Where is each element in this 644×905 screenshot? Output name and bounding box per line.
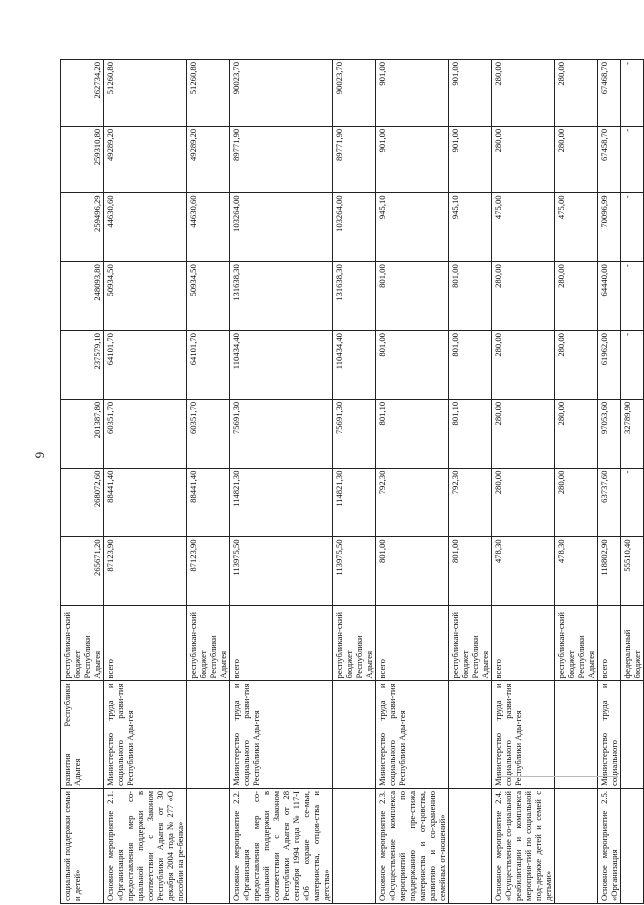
cell-amount: 114821,30: [230, 468, 333, 537]
cell-measure: [555, 788, 598, 903]
cell-amount: 113975,50: [333, 537, 376, 606]
cell-amount: 280,00: [555, 331, 598, 400]
cell-funding-source: республикан-ский бюджет Республики Адыгея: [187, 606, 230, 681]
cell-amount: 945,10: [376, 193, 449, 262]
cell-funding-source: республикан-ский бюджет Республики Адыгея: [61, 606, 104, 681]
cell-funding-source: всего: [598, 606, 621, 681]
cell-amount: 64101,70: [104, 331, 187, 400]
cell-amount: 801,10: [449, 399, 492, 468]
cell-amount: 89771,90: [333, 126, 376, 193]
budget-table: [60, 59, 644, 904]
cell-amount: 280,00: [555, 126, 598, 193]
cell-amount: 89771,90: [230, 126, 333, 193]
cell-funding-source: республикан-ский бюджет Республики Адыгея: [555, 606, 598, 681]
cell-amount: 801,10: [376, 399, 449, 468]
table-row: [376, 60, 449, 904]
cell-executor: Министерство труда и социального разви-тия Республики Ады-гея: [492, 681, 555, 789]
cell-amount: 259310,80: [61, 126, 104, 193]
cell-amount: 259496,29: [61, 193, 104, 262]
cell-measure: [187, 788, 230, 903]
cell-funding-source: всего: [376, 606, 449, 681]
cell-executor: [621, 681, 644, 789]
cell-executor: Министерство труда и социального разви-тия Республики Ады-гея: [104, 681, 187, 789]
cell-amount: 64101,70: [187, 331, 230, 400]
cell-amount: 50934,50: [187, 262, 230, 331]
cell-amount: 87123,90: [104, 537, 187, 606]
cell-measure: [621, 788, 644, 903]
table-row: [621, 60, 644, 904]
cell-measure: Основное мероприятие 2.3. «Осуществление комплекса мероприятий по поддержанию пре-стижа материнства и от-цовства, развитию и со-хранению семейных от-ношений»: [376, 788, 449, 903]
cell-measure: [449, 788, 492, 903]
cell-amount: 103264,00: [333, 193, 376, 262]
cell-executor: Министерство труда и социального: [598, 681, 621, 789]
cell-executor: [449, 681, 492, 789]
cell-amount: 51260,80: [104, 60, 187, 127]
cell-amount: 262734,20: [61, 60, 104, 127]
cell-amount: -: [621, 468, 644, 537]
cell-amount: 280,00: [492, 468, 555, 537]
cell-amount: 901,00: [376, 60, 449, 127]
cell-amount: 945,10: [449, 193, 492, 262]
cell-executor: Министерство труда и социального разви-тия Республики Ады-гея: [376, 681, 449, 789]
table-row: [61, 60, 104, 904]
cell-amount: 67458,70: [598, 126, 621, 193]
cell-executor: [187, 681, 230, 789]
cell-amount: 64440,00: [598, 262, 621, 331]
cell-amount: 70096,99: [598, 193, 621, 262]
cell-amount: 475,00: [492, 193, 555, 262]
cell-amount: 75691,30: [230, 399, 333, 468]
cell-funding-source: всего: [492, 606, 555, 681]
cell-amount: -: [621, 126, 644, 193]
cell-amount: 51260,80: [187, 60, 230, 127]
cell-amount: 103264,00: [230, 193, 333, 262]
cell-amount: 280,00: [492, 126, 555, 193]
cell-amount: 90023,70: [333, 60, 376, 127]
cell-amount: 110434,40: [230, 331, 333, 400]
cell-amount: 280,00: [492, 60, 555, 127]
cell-amount: 60351,70: [187, 399, 230, 468]
cell-amount: 237579,10: [61, 331, 104, 400]
table-row: [104, 60, 187, 904]
cell-amount: 478,30: [555, 537, 598, 606]
cell-funding-source: всего: [104, 606, 187, 681]
cell-amount: 475,00: [555, 193, 598, 262]
cell-measure: Основное мероприятие 2.2. «Организация предоставления мер со-циальной поддержки в соответствии с Законом Республики Адыгея от 28 сентября 1994 года № 117-I «Об охране се-мьи, материнства, отцов-ства и детства»: [230, 788, 333, 903]
cell-funding-source: всего: [230, 606, 333, 681]
page-number: 6: [32, 451, 48, 459]
cell-amount: 63737,60: [598, 468, 621, 537]
cell-amount: 61962,00: [598, 331, 621, 400]
cell-amount: 88441,40: [104, 468, 187, 537]
table-row: [187, 60, 230, 904]
cell-amount: 801,00: [449, 537, 492, 606]
cell-amount: 131638,30: [230, 262, 333, 331]
cell-funding-source: республикан-ский бюджет Республики Адыгея: [449, 606, 492, 681]
cell-amount: 280,00: [555, 262, 598, 331]
cell-amount: 44630,60: [104, 193, 187, 262]
cell-amount: 49289,20: [187, 126, 230, 193]
cell-amount: 118802,90: [598, 537, 621, 606]
cell-amount: 792,30: [449, 468, 492, 537]
cell-amount: 792,30: [376, 468, 449, 537]
cell-amount: -: [621, 193, 644, 262]
cell-amount: 131638,30: [333, 262, 376, 331]
cell-amount: 55510,40: [621, 537, 644, 606]
cell-executor: [555, 681, 598, 789]
margin-line: [498, 776, 618, 777]
cell-amount: 50934,50: [104, 262, 187, 331]
cell-funding-source: республикан-ский бюджет Республики Адыгея: [333, 606, 376, 681]
cell-executor: [333, 681, 376, 789]
cell-amount: 478,30: [492, 537, 555, 606]
cell-amount: 87123,90: [187, 537, 230, 606]
cell-amount: 801,00: [376, 331, 449, 400]
cell-amount: 32789,90: [621, 399, 644, 468]
cell-measure: Основное мероприятие 2.5. «Организация: [598, 788, 621, 903]
cell-amount: 44630,60: [187, 193, 230, 262]
cell-amount: 75691,30: [333, 399, 376, 468]
cell-measure: [333, 788, 376, 903]
cell-amount: 60351,70: [104, 399, 187, 468]
cell-amount: -: [621, 60, 644, 127]
cell-amount: 248093,80: [61, 262, 104, 331]
cell-amount: 901,00: [449, 60, 492, 127]
table-row: [333, 60, 376, 904]
cell-amount: 88441,40: [187, 468, 230, 537]
cell-amount: 901,00: [449, 126, 492, 193]
cell-amount: 280,00: [555, 399, 598, 468]
cell-amount: 67468,70: [598, 60, 621, 127]
cell-executor: Министерство труда и социального разви-тия Республики Ады-гея: [230, 681, 333, 789]
cell-amount: 901,00: [376, 126, 449, 193]
cell-amount: 280,00: [555, 468, 598, 537]
cell-amount: 114821,30: [333, 468, 376, 537]
cell-funding-source: федеральный бюджет: [621, 606, 644, 681]
table-row: [230, 60, 333, 904]
cell-amount: 801,00: [376, 262, 449, 331]
cell-amount: 280,00: [492, 399, 555, 468]
cell-amount: 201387,80: [61, 399, 104, 468]
cell-amount: 801,00: [449, 331, 492, 400]
cell-amount: 110434,40: [333, 331, 376, 400]
rotated-table-page: [60, 59, 642, 904]
cell-amount: 280,00: [492, 262, 555, 331]
cell-amount: 280,00: [492, 331, 555, 400]
cell-amount: 113975,50: [230, 537, 333, 606]
cell-amount: 280,00: [555, 60, 598, 127]
cell-amount: 268072,60: [61, 468, 104, 537]
cell-amount: 801,00: [376, 537, 449, 606]
cell-measure: Основное мероприятие 2.1. «Организация предоставления мер со-циальной поддержки в соответствии с Законом Республики Адыгея от 30 декабря 2004 года № 277 «О пособии на ре-бенка»: [104, 788, 187, 903]
cell-amount: 265671,20: [61, 537, 104, 606]
cell-measure: Основное мероприятие 2.4. «Осуществление со-циальной реабилитации и комплекса мероприя-тий по социальной под-держке детей и семей с детьми»: [492, 788, 555, 903]
cell-amount: 90023,70: [230, 60, 333, 127]
cell-amount: -: [621, 331, 644, 400]
table-row: [449, 60, 492, 904]
cell-measure: социальной поддержки семьи и детей»: [61, 788, 104, 903]
cell-amount: -: [621, 262, 644, 331]
cell-amount: 801,00: [449, 262, 492, 331]
cell-amount: 49289,20: [104, 126, 187, 193]
cell-amount: 97053,60: [598, 399, 621, 468]
cell-executor: развития Республики Адыгея: [61, 681, 104, 789]
